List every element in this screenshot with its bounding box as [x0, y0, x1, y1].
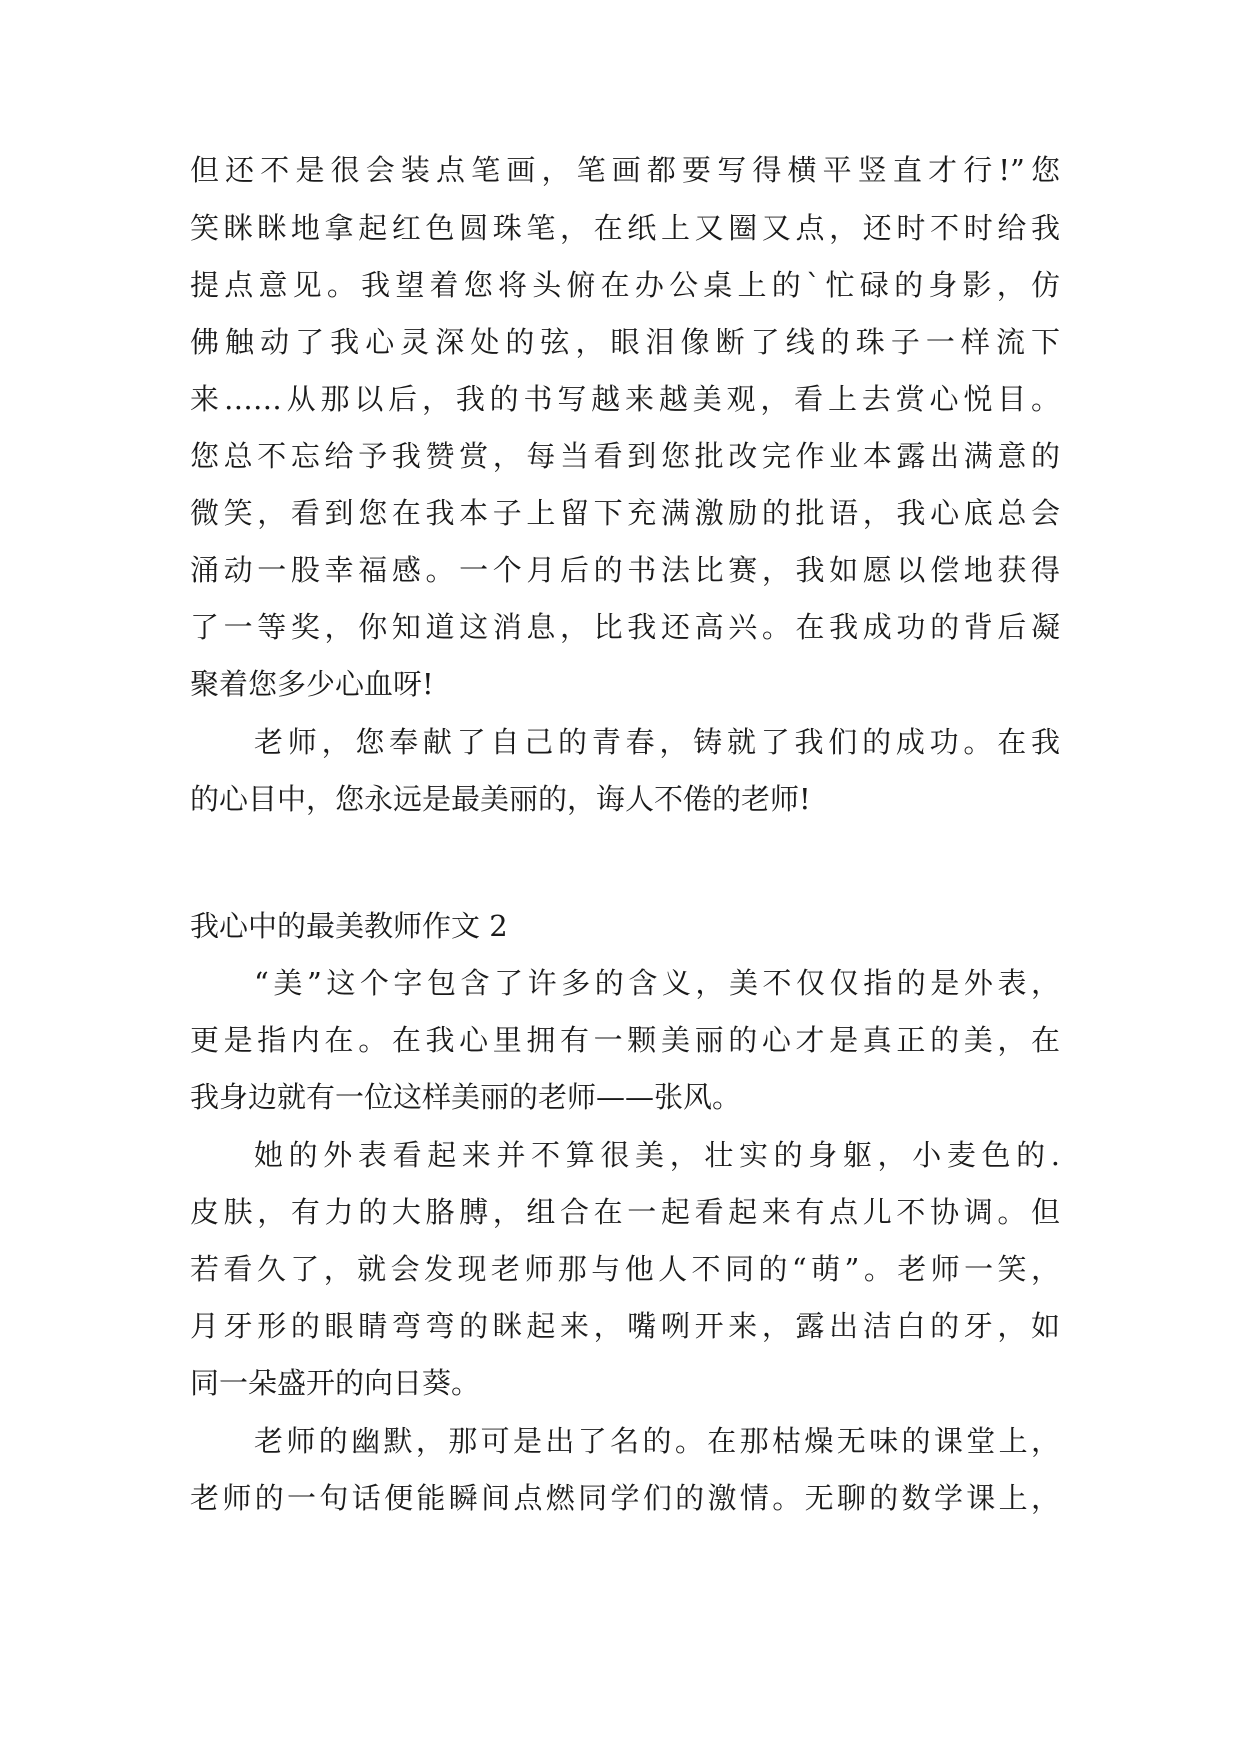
- text-line: 提点意见。我望着您将头俯在办公桌上的`忙碌的身影，仿: [190, 268, 1060, 302]
- text-line: 她的外表看起来并不算很美，壮实的身躯，小麦色的.: [254, 1138, 1060, 1172]
- text-line: 了一等奖，你知道这消息，比我还高兴。在我成功的背后凝: [190, 610, 1060, 644]
- text-line: 但还不是很会装点笔画，笔画都要写得横平竖直才行!”您: [190, 153, 1060, 187]
- text-line: 涌动一股幸福感。一个月后的书法比赛，我如愿以偿地获得: [190, 553, 1060, 587]
- text-line: 月牙形的眼睛弯弯的眯起来，嘴咧开来，露出洁白的牙，如: [190, 1309, 1060, 1343]
- text-line: 若看久了，就会发现老师那与他人不同的“萌”。老师一笑，: [190, 1252, 1060, 1286]
- text-line: 佛触动了我心灵深处的弦，眼泪像断了线的珠子一样流下: [190, 325, 1060, 359]
- text-line: 老师的一句话便能瞬间点燃同学们的激情。无聊的数学课上，: [190, 1481, 1060, 1515]
- text-line: 更是指内在。在我心里拥有一颗美丽的心才是真正的美，在: [190, 1023, 1060, 1057]
- text-line: 老师的幽默，那可是出了名的。在那枯燥无味的课堂上，: [254, 1424, 1060, 1458]
- text-line: 皮肤，有力的大胳膊，组合在一起看起来有点儿不协调。但: [190, 1195, 1060, 1229]
- text-line: 来……从那以后，我的书写越来越美观，看上去赏心悦目。: [190, 382, 1060, 416]
- text-line: 微笑，看到您在我本子上留下充满激励的批语，我心底总会: [190, 496, 1060, 530]
- text-line: 老师，您奉献了自己的青春，铸就了我们的成功。在我: [254, 725, 1060, 759]
- text-line: 我身边就有一位这样美丽的老师——张风。: [190, 1080, 742, 1114]
- text-line: “美”这个字包含了许多的含义，美不仅仅指的是外表，: [254, 966, 1060, 1000]
- text-line: 的心目中，您永远是最美丽的，诲人不倦的老师!: [190, 782, 811, 816]
- text-line: 同一朵盛开的向日葵。: [190, 1366, 481, 1400]
- text-line: 您总不忘给予我赞赏，每当看到您批改完作业本露出满意的: [190, 439, 1060, 473]
- text-line: 笑眯眯地拿起红色圆珠笔，在纸上又圈又点，还时不时给我: [190, 211, 1060, 245]
- section-title: 我心中的最美教师作文 2: [190, 909, 508, 943]
- text-line: 聚着您多少心血呀!: [190, 667, 434, 701]
